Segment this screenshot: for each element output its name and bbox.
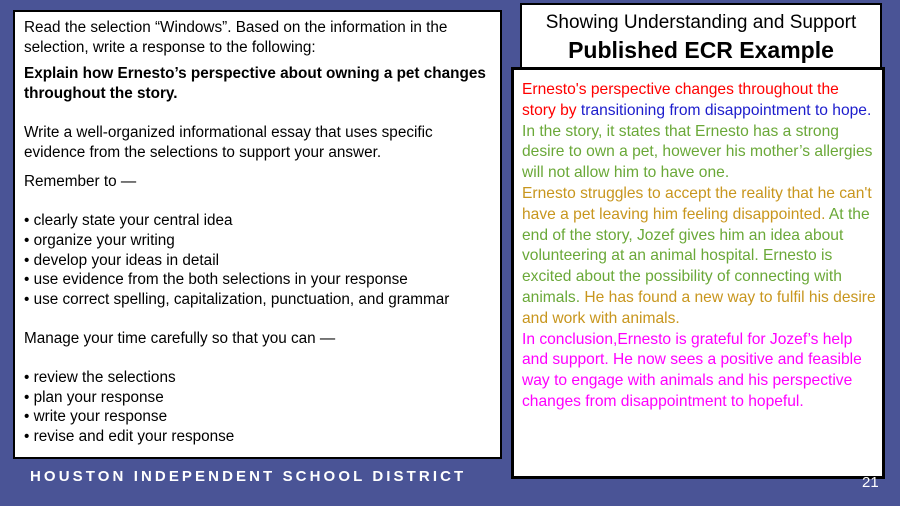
header-title: Published ECR Example (568, 37, 834, 63)
spacer (24, 349, 491, 369)
claim-blue: transitioning from disappointment to hope. (576, 101, 872, 119)
manage-label: Manage your time carefully so that you can — (24, 329, 336, 347)
manage-item: • write your response (24, 408, 168, 426)
example-header (520, 3, 882, 69)
elaboration-gold: Ernesto struggles to accept the reality that he can't have a pet leaving him feeling disappointed. (522, 184, 872, 223)
remember-item: • use evidence from the both selections in your response (24, 271, 408, 289)
essay-elaboration (522, 184, 876, 330)
spacer (24, 103, 491, 123)
remember-item: • use correct spelling, capitalization, punctuation, and grammar (24, 290, 450, 308)
remember-item: • organize your writing (24, 231, 175, 249)
remember-item: • clearly state your central idea (24, 212, 233, 230)
page-number: 21 (862, 474, 879, 491)
prompt-question: Explain how Ernesto’s perspective about owning a pet changes throughout the story. (24, 65, 486, 102)
remember-item: • develop your ideas in detail (24, 251, 219, 269)
manage-item: • review the selections (24, 369, 176, 387)
header-subtitle: Showing Understanding and Support (545, 12, 857, 33)
elaboration-gold: He has found a new way to fulfil his desire and work with animals. (522, 288, 876, 327)
spacer (24, 192, 491, 212)
prompt-instruction: Write a well-organized informational essay that uses specific evidence from the selections to support your answer. (24, 123, 433, 161)
manage-item: • plan your response (24, 388, 164, 406)
essay-conclusion: In conclusion,Ernesto is grateful for Jozef’s help and support. He now sees a positive and feasible way to engage with animals and his perspective changes from disappointment to hopeful. (522, 330, 862, 410)
claim-red: Ernesto's perspective changes throughout the story by (522, 81, 839, 119)
spacer (24, 309, 491, 329)
prompt-intro: Read the selection “Windows”. Based on the information in the selection, write a response to the following: (24, 19, 448, 56)
essay-claim (522, 80, 876, 122)
evidence-green: At the end of the story, Jozef gives him an idea about volunteering at an animal hospital. Ernesto is excited about the possibility of connecting with animals. (522, 205, 870, 306)
district-footer: HOUSTON INDEPENDENT SCHOOL DISTRICT (30, 468, 467, 485)
essay-box (511, 67, 885, 479)
prompt-box (13, 10, 502, 459)
essay-evidence: In the story, it states that Ernesto has a strong desire to own a pet, however his mother’s allergies will not allow him to have one. (522, 122, 873, 182)
manage-item: • revise and edit your response (24, 427, 235, 445)
remember-label: Remember to — (24, 173, 137, 191)
